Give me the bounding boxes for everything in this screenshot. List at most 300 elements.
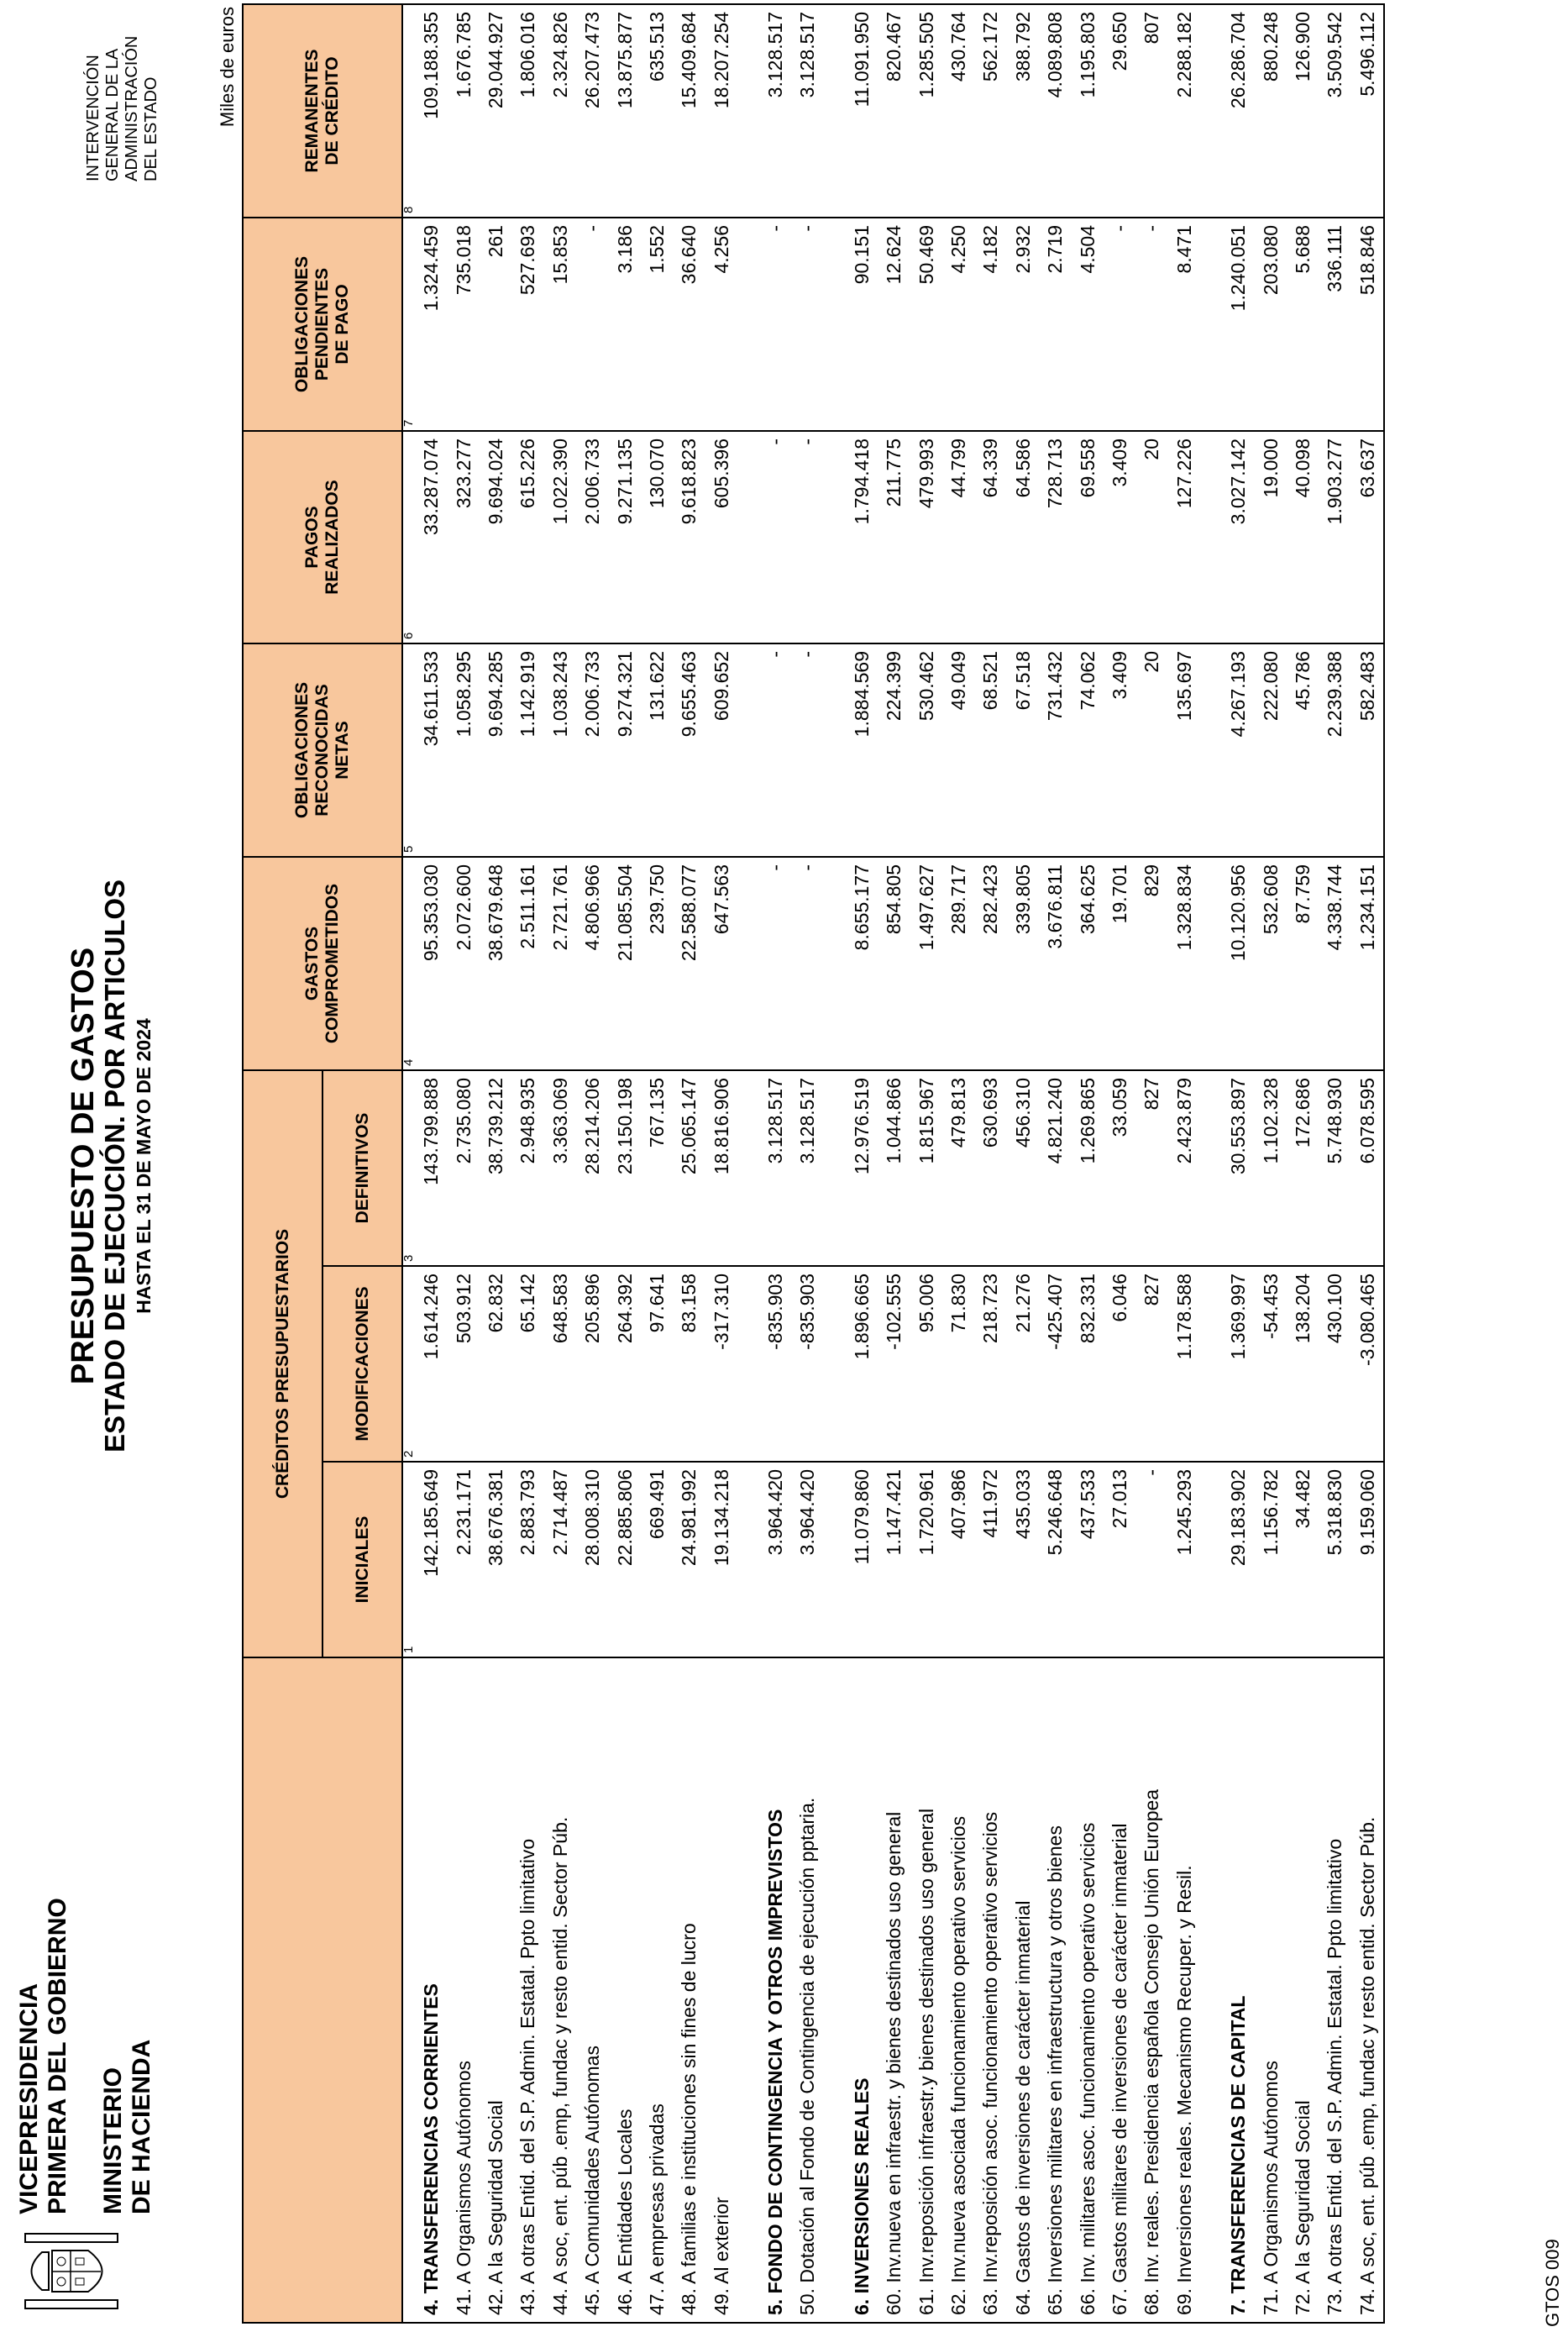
value-cell: 95.006 [910, 1266, 941, 1462]
value-cell: 2.324.826 [544, 4, 576, 218]
rem-header-l1: REMANENTES [302, 49, 322, 173]
value-cell: 364.625 [1071, 857, 1103, 1070]
value-cell: 28.214.206 [576, 1070, 608, 1266]
value-cell: 87.759 [1287, 857, 1319, 1070]
pend-header-l3: DE PAGO [333, 284, 352, 365]
table-row [705, 4, 737, 2323]
value-cell: 1.614.246 [415, 1266, 447, 1462]
value-cell: 1.720.961 [910, 1462, 941, 1657]
table-row [415, 4, 447, 2323]
page-date: HASTA EL 31 DE MAYO DE 2024 [133, 1018, 155, 1314]
value-cell: 4.256 [705, 218, 737, 431]
value-cell: - [759, 431, 791, 643]
value-cell: 562.172 [974, 4, 1006, 218]
row-label: 74. A soc, ent. púb .emp, fundac y resto entid. Sector Púb. [1356, 1816, 1378, 2315]
value-cell: 38.739.212 [480, 1070, 511, 1266]
value-cell: 1.794.418 [846, 431, 878, 643]
value-cell: 4.504 [1071, 218, 1103, 431]
value-cell: 827 [1135, 1266, 1167, 1462]
ministry-line1: VICEPRESIDENCIA [15, 1983, 43, 2214]
value-cell: 336.111 [1319, 218, 1350, 431]
value-cell: 1.038.243 [544, 643, 576, 857]
value-cell: 435.033 [1007, 1462, 1039, 1657]
value-cell: 3.027.142 [1222, 431, 1254, 643]
value-cell: 22.588.077 [673, 857, 705, 1070]
page-title: PRESUPUESTO DE GASTOS [66, 947, 101, 1385]
value-cell: 3.676.811 [1039, 857, 1071, 1070]
value-cell: 1.245.293 [1168, 1462, 1200, 1657]
value-cell: 3.363.069 [544, 1070, 576, 1266]
row-label: 41. A Organismos Autónomos [452, 2060, 475, 2315]
table-row [1319, 4, 1350, 2323]
value-cell: 143.799.888 [415, 1070, 447, 1266]
ministry-line4: DE HACIENDA [128, 2039, 155, 2214]
value-cell: 2.231.171 [447, 1462, 479, 1657]
value-cell: 731.432 [1039, 643, 1071, 857]
col-index: 4 [402, 857, 415, 1070]
pendientes-header [243, 218, 402, 431]
value-cell: 67.518 [1007, 643, 1039, 857]
value-cell: 71.830 [942, 1266, 974, 1462]
row-label: 47. A empresas privadas [645, 2104, 668, 2315]
table-row [846, 4, 878, 2323]
value-cell: 1.497.627 [910, 857, 941, 1070]
value-cell: 172.686 [1287, 1070, 1319, 1266]
table-row [641, 4, 673, 2323]
value-cell: 1.269.865 [1071, 1070, 1103, 1266]
value-cell: 4.250 [942, 218, 974, 431]
column-index-row [402, 4, 415, 2323]
value-cell: -835.903 [791, 1266, 823, 1462]
value-cell: 19.701 [1104, 857, 1135, 1070]
value-cell: 1.815.967 [910, 1070, 941, 1266]
value-cell: 1.240.051 [1222, 218, 1254, 431]
row-label: 64. Gastos de inversiones de carácter inmaterial [1011, 1900, 1034, 2315]
value-cell: 33.059 [1104, 1070, 1135, 1266]
value-cell: 2.932 [1007, 218, 1039, 431]
value-cell: 20 [1135, 643, 1167, 857]
value-cell: 479.813 [942, 1070, 974, 1266]
value-cell: 218.723 [974, 1266, 1006, 1462]
value-cell: 205.896 [576, 1266, 608, 1462]
pend-header-l1: OBLIGACIONES [292, 255, 312, 393]
group-spacer [1200, 4, 1222, 2323]
value-cell: 127.226 [1168, 431, 1200, 643]
value-cell: 3.509.542 [1319, 4, 1350, 218]
value-cell: 2.511.161 [511, 857, 543, 1070]
value-cell: 289.717 [942, 857, 974, 1070]
value-cell: 20 [1135, 431, 1167, 643]
value-cell: 63.637 [1351, 431, 1384, 643]
value-cell: 65.142 [511, 1266, 543, 1462]
row-label: 46. A Entidades Locales [613, 2109, 636, 2315]
value-cell: 74.062 [1071, 643, 1103, 857]
row-label: 6. INVERSIONES REALES [850, 2077, 873, 2315]
value-cell: 4.821.240 [1039, 1070, 1071, 1266]
value-cell: 1.058.295 [447, 643, 479, 857]
value-cell: 3.409 [1104, 643, 1135, 857]
value-cell: 64.339 [974, 431, 1006, 643]
value-cell: 829 [1135, 857, 1167, 1070]
value-cell: 90.151 [846, 218, 878, 431]
value-cell: 728.713 [1039, 431, 1071, 643]
page-subtitle: ESTADO DE EJECUCIÓN. POR ARTICULOS [99, 879, 130, 1453]
row-label: 7. TRANSFERENCIAS DE CAPITAL [1227, 1995, 1250, 2315]
gastos-header [243, 857, 402, 1070]
value-cell: 19.000 [1254, 431, 1286, 643]
value-cell: 2.948.935 [511, 1070, 543, 1266]
value-cell: 9.618.823 [673, 431, 705, 643]
value-cell: 3.964.420 [791, 1462, 823, 1657]
table-row [673, 4, 705, 2323]
value-cell: 527.693 [511, 218, 543, 431]
table-row [1007, 4, 1039, 2323]
col-index: 6 [402, 431, 415, 643]
value-cell: 29.044.927 [480, 4, 511, 218]
value-cell: 11.079.860 [846, 1462, 878, 1657]
value-cell: 767.135 [641, 1070, 673, 1266]
value-cell: 1.896.665 [846, 1266, 878, 1462]
value-cell: 126.900 [1287, 4, 1319, 218]
table-row [608, 4, 640, 2323]
value-cell: 11.091.950 [846, 4, 878, 218]
value-cell: 38.679.648 [480, 857, 511, 1070]
value-cell: - [1104, 218, 1135, 431]
gastos-header-l1: GASTOS [302, 926, 322, 1001]
value-cell: 532.608 [1254, 857, 1286, 1070]
value-cell: 503.912 [447, 1266, 479, 1462]
oblig-header-l3: NETAS [333, 721, 352, 780]
value-cell: 69.558 [1071, 431, 1103, 643]
value-cell: 5.496.112 [1351, 4, 1384, 218]
pend-header-l2: PENDIENTES [312, 267, 332, 381]
value-cell: 2.288.182 [1168, 4, 1200, 218]
remanentes-header [243, 4, 402, 218]
value-cell: 142.185.649 [415, 1462, 447, 1657]
value-cell: 282.423 [974, 857, 1006, 1070]
value-cell: 3.128.517 [791, 4, 823, 218]
value-cell: 430.764 [942, 4, 974, 218]
value-cell: 264.392 [608, 1266, 640, 1462]
value-cell: 25.065.147 [673, 1070, 705, 1266]
row-label: 49. Al exterior [710, 2197, 732, 2315]
col-index: 8 [402, 4, 415, 218]
value-cell: 3.128.517 [791, 1070, 823, 1266]
table-row [480, 4, 511, 2323]
value-cell: 388.792 [1007, 4, 1039, 218]
row-label: 67. Gastos militares de inversiones de carácter inmaterial [1109, 1823, 1130, 2315]
value-cell: 807 [1135, 4, 1167, 218]
value-cell: 4.267.193 [1222, 643, 1254, 857]
value-cell: 44.799 [942, 431, 974, 643]
value-cell: 5.748.930 [1319, 1070, 1350, 1266]
modificaciones-header: MODIFICACIONES [323, 1266, 402, 1462]
value-cell: 23.150.198 [608, 1070, 640, 1266]
value-cell: 26.207.473 [576, 4, 608, 218]
value-cell: 13.875.877 [608, 4, 640, 218]
group-spacer [824, 4, 846, 2323]
value-cell: 6.078.595 [1351, 1070, 1384, 1266]
value-cell: 6.046 [1104, 1266, 1135, 1462]
row-label: 44. A soc, ent. púb .emp, fundac y resto entid. Sector Púb. [548, 1816, 571, 2315]
value-cell: 3.964.420 [759, 1462, 791, 1657]
value-cell: 430.100 [1319, 1266, 1350, 1462]
value-cell: 9.694.024 [480, 431, 511, 643]
value-cell: 29.183.902 [1222, 1462, 1254, 1657]
row-label: 69. Inversiones reales. Mecanismo Recuper. y Resil. [1172, 1865, 1195, 2315]
row-label: 61. Inv.reposición infraestr.y bienes destinados uso general [915, 1808, 937, 2315]
value-cell: 1.676.785 [447, 4, 479, 218]
value-cell: 36.640 [673, 218, 705, 431]
value-cell: 239.750 [641, 857, 673, 1070]
value-cell: 18.207.254 [705, 4, 737, 218]
value-cell: 138.204 [1287, 1266, 1319, 1462]
value-cell: 261 [480, 218, 511, 431]
value-cell: 10.120.956 [1222, 857, 1254, 1070]
value-cell: 3.128.517 [759, 1070, 791, 1266]
row-label: 43. A otras Entid. del S.P. Admin. Estatal. Ppto limitativo [517, 1838, 539, 2315]
pagos-header [243, 431, 402, 643]
value-cell: 3.186 [608, 218, 640, 431]
value-cell: 9.274.321 [608, 643, 640, 857]
table-row [910, 4, 941, 2323]
oblig-header-l1: OBLIGACIONES [292, 681, 312, 819]
value-cell: 1.552 [641, 218, 673, 431]
value-cell: 530.462 [910, 643, 941, 857]
value-cell: 33.287.074 [415, 431, 447, 643]
value-cell: 411.972 [974, 1462, 1006, 1657]
table-row [1104, 4, 1135, 2323]
row-label: 62. Inv.nueva asociada funcionamiento operativo servicios [947, 1815, 970, 2315]
value-cell: 1.147.421 [878, 1462, 910, 1657]
value-cell: 8.471 [1168, 218, 1200, 431]
value-cell: 4.806.966 [576, 857, 608, 1070]
value-cell: 1.178.588 [1168, 1266, 1200, 1462]
value-cell: 211.775 [878, 431, 910, 643]
label-header-cell [243, 1657, 402, 2323]
value-cell: 83.158 [673, 1266, 705, 1462]
table-row [1135, 4, 1167, 2323]
group-spacer [737, 4, 759, 2323]
table-row [942, 4, 974, 2323]
col-index: 3 [402, 1070, 415, 1266]
value-cell: - [791, 431, 823, 643]
value-cell: 4.182 [974, 218, 1006, 431]
value-cell: 95.353.030 [415, 857, 447, 1070]
table-row [878, 4, 910, 2323]
row-label: 5. FONDO DE CONTINGENCIA Y OTROS IMPREVISTOS [764, 1809, 787, 2315]
value-cell: 647.563 [705, 857, 737, 1070]
value-cell: 131.622 [641, 643, 673, 857]
value-cell: 1.022.390 [544, 431, 576, 643]
value-cell: 28.008.310 [576, 1462, 608, 1657]
row-label: 72. A la Seguridad Social [1291, 2100, 1314, 2315]
value-cell: - [759, 643, 791, 857]
value-cell: 827 [1135, 1070, 1167, 1266]
value-cell: 609.652 [705, 643, 737, 857]
table-row [1071, 4, 1103, 2323]
value-cell: 1.195.803 [1071, 4, 1103, 218]
value-cell: 9.159.060 [1351, 1462, 1384, 1657]
value-cell: 21.276 [1007, 1266, 1039, 1462]
table-row [447, 4, 479, 2323]
table-row [1168, 4, 1200, 2323]
value-cell: 22.885.806 [608, 1462, 640, 1657]
value-cell: 1.142.919 [511, 643, 543, 857]
value-cell: 19.134.218 [705, 1462, 737, 1657]
value-cell: 635.513 [641, 4, 673, 218]
value-cell: 323.277 [447, 431, 479, 643]
table-body [402, 4, 1384, 2323]
value-cell: 49.049 [942, 643, 974, 857]
pagos-header-l2: REALIZADOS [323, 480, 342, 595]
value-cell: - [759, 218, 791, 431]
row-label: 50. Dotación al Fondo de Contingencia de ejecución pptaria. [796, 1797, 819, 2315]
value-cell: - [791, 857, 823, 1070]
value-cell: 130.070 [641, 431, 673, 643]
value-cell: 1.234.151 [1351, 857, 1384, 1070]
value-cell: 45.786 [1287, 643, 1319, 857]
value-cell: 2.883.793 [511, 1462, 543, 1657]
execution-table [242, 3, 1385, 2324]
value-cell: 50.469 [910, 218, 941, 431]
col-index: 7 [402, 218, 415, 431]
value-cell: 5.246.648 [1039, 1462, 1071, 1657]
row-label: 48. A familias e instituciones sin fines de lucro [678, 1923, 700, 2315]
table-row [759, 4, 791, 2323]
value-cell: 2.239.388 [1319, 643, 1350, 857]
value-cell: 2.423.879 [1168, 1070, 1200, 1266]
value-cell: 9.694.285 [480, 643, 511, 857]
value-cell: 1.285.505 [910, 4, 941, 218]
pagos-header-l1: PAGOS [302, 506, 322, 569]
row-label: 60. Inv.nueva en infraestr. y bienes destinados uso general [883, 1811, 905, 2315]
value-cell: 854.805 [878, 857, 910, 1070]
row-label: 65. Inversiones militares en infraestructura y otros bienes [1044, 1825, 1067, 2315]
value-cell: 1.102.328 [1254, 1070, 1286, 1266]
value-cell: 479.993 [910, 431, 941, 643]
value-cell: - [576, 218, 608, 431]
value-cell: 1.324.459 [415, 218, 447, 431]
row-label: 42. A la Seguridad Social [484, 2100, 506, 2315]
iga-line2: ADMINISTRACIÓN DEL ESTADO [123, 35, 160, 181]
value-cell: 8.655.177 [846, 857, 878, 1070]
value-cell: 2.072.600 [447, 857, 479, 1070]
value-cell: 2.006.733 [576, 431, 608, 643]
table-row [576, 4, 608, 2323]
value-cell: 2.719 [1039, 218, 1071, 431]
table-row [791, 4, 823, 2323]
value-cell: -3.080.465 [1351, 1266, 1384, 1462]
value-cell: 3.128.517 [759, 4, 791, 218]
value-cell: - [1135, 218, 1167, 431]
value-cell: 518.846 [1351, 218, 1384, 431]
iga-header [84, 0, 161, 181]
row-label: 4. TRANSFERENCIAS CORRIENTES [420, 1983, 443, 2315]
value-cell: 1.884.569 [846, 643, 878, 857]
value-cell: 1.903.277 [1319, 431, 1350, 643]
value-cell: 109.188.355 [415, 4, 447, 218]
row-label: 45. A Comunidades Autónomas [581, 2046, 604, 2315]
value-cell: 15.853 [544, 218, 576, 431]
table-row [511, 4, 543, 2323]
unit-label: Miles de euros [217, 7, 238, 128]
value-cell: -317.310 [705, 1266, 737, 1462]
value-cell: 1.156.782 [1254, 1462, 1286, 1657]
value-cell: 456.310 [1007, 1070, 1039, 1266]
value-cell: 34.611.533 [415, 643, 447, 857]
value-cell: 1.044.866 [878, 1070, 910, 1266]
col-index: 1 [402, 1462, 415, 1657]
value-cell: - [791, 643, 823, 857]
row-label: 68. Inv. reales. Presidencia española Consejo Unión Europea [1141, 1788, 1163, 2315]
value-cell: - [759, 857, 791, 1070]
table-row [1254, 4, 1286, 2323]
value-cell: 582.483 [1351, 643, 1384, 857]
value-cell: 4.338.744 [1319, 857, 1350, 1070]
form-code: GTOS 009 [1542, 2239, 1563, 2327]
value-cell: 1.328.834 [1168, 857, 1200, 1070]
rem-header-l2: DE CRÉDITO [323, 56, 342, 165]
value-cell: 12.624 [878, 218, 910, 431]
value-cell: 135.697 [1168, 643, 1200, 857]
value-cell: 30.553.897 [1222, 1070, 1254, 1266]
value-cell: -54.453 [1254, 1266, 1286, 1462]
value-cell: 615.226 [511, 431, 543, 643]
value-cell: 12.976.519 [846, 1070, 878, 1266]
value-cell: - [791, 218, 823, 431]
value-cell: 648.583 [544, 1266, 576, 1462]
value-cell: 21.085.504 [608, 857, 640, 1070]
value-cell: 38.676.381 [480, 1462, 511, 1657]
value-cell: 68.521 [974, 643, 1006, 857]
value-cell: 222.080 [1254, 643, 1286, 857]
value-cell: 26.286.704 [1222, 4, 1254, 218]
value-cell: 735.018 [447, 218, 479, 431]
value-cell: 27.013 [1104, 1462, 1135, 1657]
oblig-header-l2: RECONOCIDAS [312, 684, 332, 817]
value-cell: - [1135, 1462, 1167, 1657]
value-cell: -425.407 [1039, 1266, 1071, 1462]
table-row [1222, 4, 1254, 2323]
row-label: 63. Inv.reposición asoc. funcionamiento operativo servicios [979, 1811, 1002, 2315]
value-cell: 4.089.808 [1039, 4, 1071, 218]
value-cell: 40.098 [1287, 431, 1319, 643]
table-row [1287, 4, 1319, 2323]
value-cell: 880.248 [1254, 4, 1286, 218]
value-cell: 832.331 [1071, 1266, 1103, 1462]
value-cell: 5.318.830 [1319, 1462, 1350, 1657]
value-cell: 24.981.992 [673, 1462, 705, 1657]
value-cell: 1.369.997 [1222, 1266, 1254, 1462]
ministry-line2: PRIMERA DEL GOBIERNO [44, 1898, 71, 2214]
table-row [974, 4, 1006, 2323]
value-cell: 605.396 [705, 431, 737, 643]
table-row [1039, 4, 1071, 2323]
col-index: 5 [402, 643, 415, 857]
value-cell: 820.467 [878, 4, 910, 218]
value-cell: -102.555 [878, 1266, 910, 1462]
row-label: 66. Inv. militares asoc. funcionamiento operativo servicios [1076, 1822, 1099, 2315]
gastos-header-l2: COMPROMETIDOS [323, 883, 342, 1044]
obligaciones-header [243, 643, 402, 857]
value-cell: 203.080 [1254, 218, 1286, 431]
col-index: 2 [402, 1266, 415, 1462]
value-cell: 2.735.080 [447, 1070, 479, 1266]
value-cell: 62.832 [480, 1266, 511, 1462]
iniciales-header: INICIALES [323, 1462, 402, 1657]
iga-line1: INTERVENCIÓN GENERAL DE LA [84, 48, 122, 181]
